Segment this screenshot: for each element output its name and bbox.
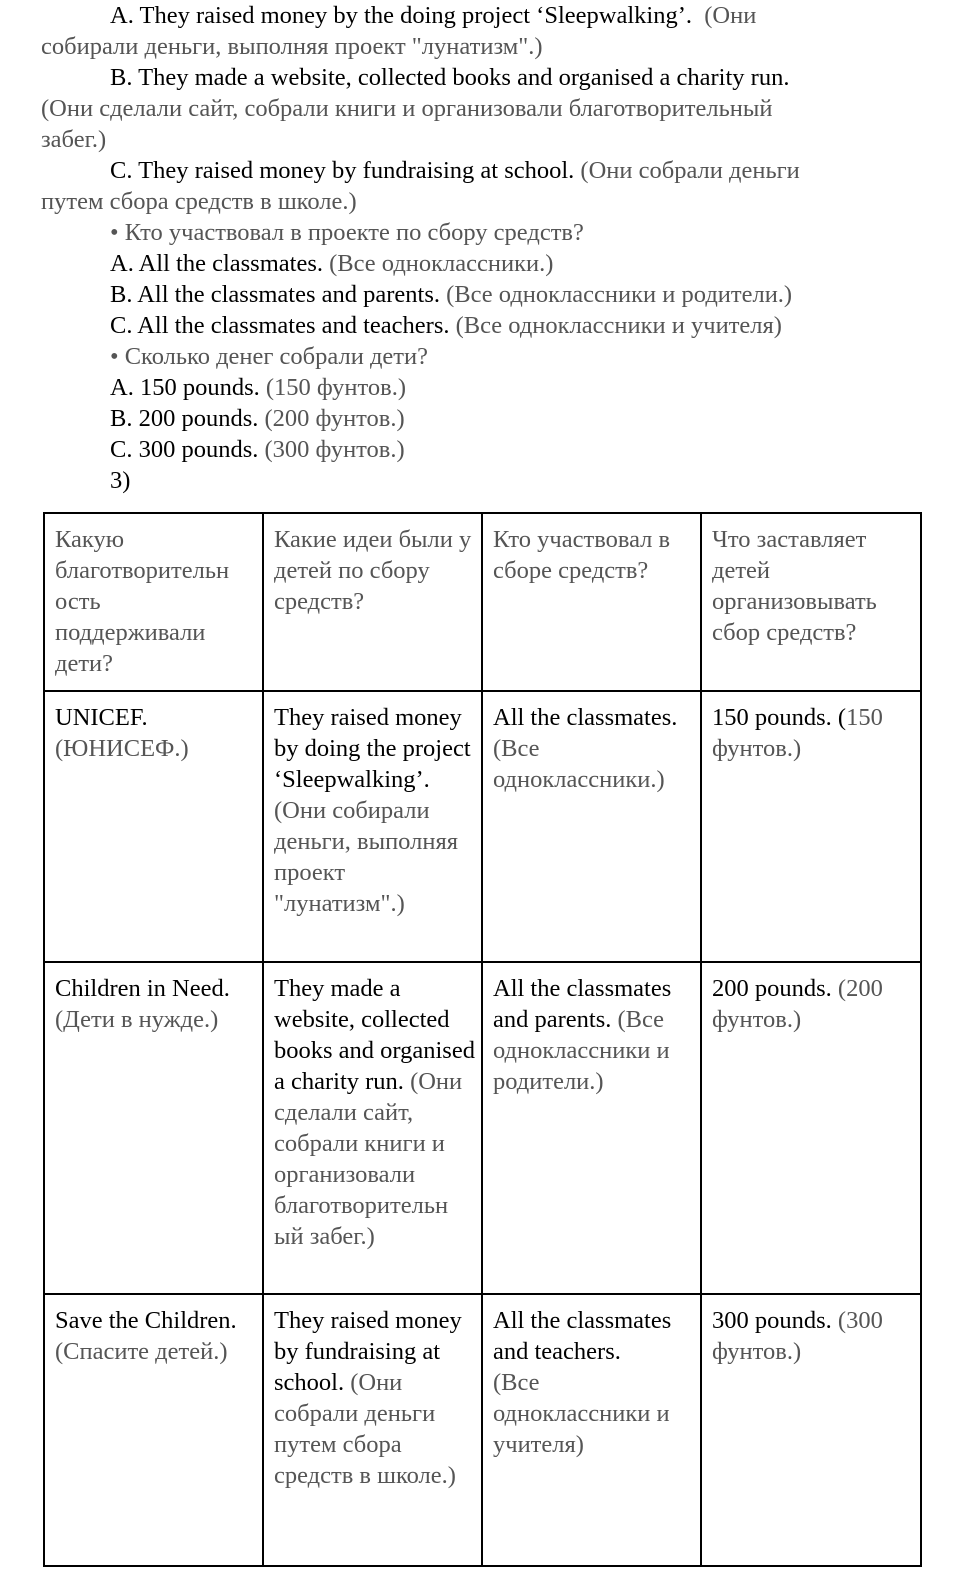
question-participants: • Кто участвовал в проекте по сбору средств?: [110, 219, 584, 246]
table-row: [44, 1294, 921, 1566]
answer-option-b-translation-continued: забег.): [41, 126, 107, 153]
cell-participants: All the classmates. (Все одноклассники.): [482, 691, 701, 962]
question-amount: • Сколько денег собрали дети?: [110, 343, 428, 370]
table-row: [44, 962, 921, 1294]
amount-option-c: C. 300 pounds. (300 фунтов.): [110, 436, 405, 463]
table-row: [44, 691, 921, 962]
answer-table: [43, 512, 922, 1567]
section-number: 3): [110, 467, 131, 494]
answer-option-c-continued: путем сбора средств в школе.): [41, 188, 357, 215]
cell-amount: 200 pounds. (200 фунтов.): [701, 962, 921, 1294]
header-participants: Кто участвовал в сборе средств?: [482, 513, 701, 691]
cell-participants: All the classmates and teachers. (Все одноклассники и учителя): [482, 1294, 701, 1566]
cell-participants: All the classmates and parents. (Все одноклассники и родители.): [482, 962, 701, 1294]
participants-option-c: C. All the classmates and teachers. (Все одноклассники и учителя): [110, 312, 782, 339]
header-charity: Какую благотворительн ость поддерживали дети?: [44, 513, 263, 691]
cell-charity: UNICEF. (ЮНИСЕФ.): [44, 691, 263, 962]
cell-ideas: They made a website, collected books and organised a charity run. (Они сделали сайт, собрали книги и организовали благотворительн ый забег.): [263, 962, 482, 1294]
cell-charity: Save the Children. (Спасите детей.): [44, 1294, 263, 1566]
participants-option-b: B. All the classmates and parents. (Все одноклассники и родители.): [110, 281, 793, 308]
participants-option-a: A. All the classmates. (Все одноклассники.): [110, 250, 554, 277]
amount-option-b: B. 200 pounds. (200 фунтов.): [110, 405, 405, 432]
answer-option-c: C. They raised money by fundraising at school. (Они собрали деньги: [110, 157, 800, 184]
answer-option-a-continued: собирали деньги, выполняя проект "лунатизм".): [41, 33, 543, 60]
cell-amount: 300 pounds. (300 фунтов.): [701, 1294, 921, 1566]
header-motivation: Что заставляет детей организовывать сбор средств?: [701, 513, 921, 691]
answer-option-a-ru: (Они: [704, 2, 757, 29]
cell-ideas: They raised money by doing the project ‘Sleepwalking’. (Они собирали деньги, выполняя проект "лунатизм".): [263, 691, 482, 962]
answer-option-b: B. They made a website, collected books and organised a charity run.: [110, 64, 790, 91]
header-ideas: Какие идеи были у детей по сбору средств?: [263, 513, 482, 691]
cell-ideas: They raised money by fundraising at school. (Они собрали деньги путем сбора средств в школе.): [263, 1294, 482, 1566]
table-header-row: [44, 513, 921, 691]
answer-option-b-translation: (Они сделали сайт, собрали книги и организовали благотворительный: [41, 95, 773, 122]
answer-option-a: A. They raised money by the doing project ‘Sleepwalking’. (Они: [110, 2, 757, 29]
cell-charity: Children in Need. (Дети в нужде.): [44, 962, 263, 1294]
cell-amount: 150 pounds. (150 фунтов.): [701, 691, 921, 962]
answer-option-a-en: They raised money by the doing project ‘Sleepwalking’.: [139, 2, 692, 29]
intro-text: [0, 0, 960, 496]
amount-option-a: A. 150 pounds. (150 фунтов.): [110, 374, 407, 401]
